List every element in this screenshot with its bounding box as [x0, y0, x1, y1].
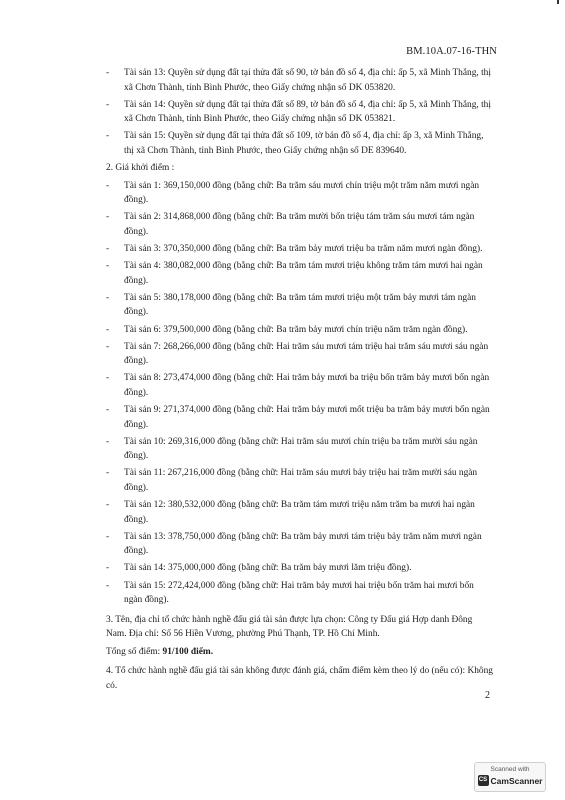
total-score: [106, 645, 494, 660]
document-body: [106, 66, 494, 697]
form-code: BM.10A.07-16-THN: [406, 46, 497, 57]
camscanner-brand-text: CamScanner: [490, 775, 543, 786]
bullet-dash: -: [106, 404, 110, 415]
total-score-value: 91/100 điểm.: [162, 646, 214, 657]
item-text: Tài sản 6: 379,500,000 đồng (bằng chữ: Ba trăm bảy mươi chín triệu năm trăm ngàn đồng).: [124, 324, 468, 335]
list-item: [106, 129, 494, 158]
list-item: [106, 579, 494, 608]
list-item: [106, 403, 494, 432]
list-item: [106, 291, 494, 320]
total-score-label: Tổng số điểm:: [106, 646, 163, 657]
list-item: [106, 323, 494, 338]
bullet-dash: -: [106, 180, 110, 191]
bullet-dash: -: [106, 261, 110, 272]
bullet-dash: -: [106, 131, 110, 142]
section-4-text: 4. Tổ chức hành nghề đấu giá tài sản không được đánh giá, chấm điểm kèm theo lý do (nếu có): Không có.: [106, 666, 493, 692]
item-text: Tài sản 15: Quyền sử dụng đất tại thửa đất số 109, tờ bản đồ số 4, địa chỉ: ấp 3, xã Minh Thắng, thị xã Chơn Thành, tỉnh Bình Phước, theo Giấy chứng nhận số DE 839640.: [124, 131, 484, 156]
list-item: [106, 179, 494, 208]
item-text: Tài sản 11: 267,216,000 đồng (bằng chữ: Hai trăm sáu mươi bảy triệu hai trăm mười sáu ngàn đồng).: [124, 468, 478, 493]
page-number: 2: [485, 690, 490, 701]
list-item: [106, 210, 494, 239]
list-item: [106, 466, 494, 495]
list-item: [106, 242, 494, 257]
bullet-dash: -: [106, 373, 110, 384]
item-text: Tài sản 4: 380,082,000 đồng (bằng chữ: Ba trăm tám mươi triệu không trăm tám mươi hai ngàn đồng).: [124, 261, 483, 286]
list-item: [106, 561, 494, 576]
starting-price-list: [106, 179, 494, 608]
item-text: Tài sản 10: 269,316,000 đồng (bằng chữ: Hai trăm sáu mươi chín triệu ba trăm mười sáu ngàn đồng).: [124, 436, 478, 462]
list-item: [106, 498, 494, 527]
bullet-dash: -: [106, 468, 110, 479]
section-2-heading: 2. Giá khởi điểm :: [106, 163, 175, 174]
bullet-dash: -: [106, 531, 110, 542]
list-item: [106, 530, 494, 559]
item-text: Tài sản 9: 271,374,000 đồng (bằng chữ: Hai trăm bảy mươi mốt triệu ba trăm bảy mươi bốn ngàn đồng).: [124, 404, 490, 430]
scanned-with-text: Scanned with: [490, 766, 530, 773]
item-text: Tài sản 8: 273,474,000 đồng (bằng chữ: Hai trăm bảy mươi ba triệu bốn trăm bảy mươi bốn ngàn đồng).: [124, 373, 490, 398]
item-text: Tài sản 1: 369,150,000 đồng (bằng chữ: Ba trăm sáu mươi chín triệu một trăm năm mươi ngàn đồng).: [124, 180, 480, 206]
scan-artifact: [557, 0, 559, 4]
list-item: [106, 371, 494, 400]
list-item: [106, 340, 494, 369]
camscanner-logo-icon: CS: [478, 775, 489, 786]
item-text: Tài sản 15: 272,424,000 đồng (bằng chữ: Hai trăm bảy mươi hai triệu bốn trăm hai mươi bốn ngàn đồng).: [124, 580, 474, 606]
camscanner-watermark: [474, 762, 546, 792]
bullet-dash: -: [106, 500, 110, 511]
bullet-dash: -: [106, 324, 110, 335]
list-item: [106, 98, 494, 127]
bullet-dash: -: [106, 563, 110, 574]
list-item: [106, 66, 494, 95]
item-text: Tài sản 13: Quyền sử dụng đất tại thửa đất số 90, tờ bản đồ số 4, địa chỉ: ấp 5, xã Minh Thắng, thị xã Chơn Thành, tỉnh Bình Phước, theo Giấy chứng nhận số DK 053820.: [124, 68, 491, 93]
item-text: Tài sản 13: 378,750,000 đồng (bằng chữ: Ba trăm bảy mươi tám triệu bảy trăm năm mươi ngàn đồng).: [124, 531, 482, 557]
bullet-dash: -: [106, 244, 110, 255]
item-text: Tài sản 5: 380,178,000 đồng (bằng chữ: Ba trăm tám mươi triệu một trăm bảy mươi tám ngàn đồng).: [124, 292, 476, 318]
item-text: Tài sản 7: 268,266,000 đồng (bằng chữ: Hai trăm sáu mươi tám triệu hai trăm sáu mươi sáu ngàn đồng).: [124, 341, 489, 367]
assets-list: [106, 66, 494, 159]
item-text: Tài sản 14: Quyền sử dụng đất tại thửa đất số 89, tờ bản đồ số 4, địa chỉ: ấp 5, xã Minh Thắng, thị xã Chơn Thành, tỉnh Bình Phước, theo Giấy chứng nhận số DK 053821.: [124, 99, 491, 125]
list-item: [106, 435, 494, 464]
bullet-dash: -: [106, 68, 110, 78]
bullet-dash: -: [106, 99, 110, 110]
section-3-text: 3. Tên, địa chỉ tổ chức hành nghề đấu giá tài sản được lựa chọn: Công ty Đấu giá Hợp danh Đông Nam. Địa chỉ: Số 56 Hiền Vương, phường Phú Thạnh, TP. Hồ Chí Minh.: [106, 614, 473, 640]
item-text: Tài sản 3: 370,350,000 đồng (bằng chữ: Ba trăm bảy mươi triệu ba trăm năm mươi ngàn đồng).: [124, 244, 483, 255]
bullet-dash: -: [106, 292, 110, 303]
item-text: Tài sản 14: 375,000,000 đồng (bằng chữ: Ba trăm bảy mươi lăm triệu đồng).: [124, 563, 412, 574]
bullet-dash: -: [106, 436, 110, 447]
item-text: Tài sản 12: 380,532,000 đồng (bằng chữ: Ba trăm tám mươi triệu năm trăm ba mươi hai ngàn đồng).: [124, 500, 475, 525]
bullet-dash: -: [106, 212, 110, 223]
list-item: [106, 259, 494, 288]
item-text: Tài sản 2: 314,868,000 đồng (bằng chữ: Ba trăm mười bốn triệu tám trăm sáu mươi tám ngàn đồng).: [124, 212, 475, 237]
bullet-dash: -: [106, 580, 110, 591]
bullet-dash: -: [106, 341, 110, 352]
